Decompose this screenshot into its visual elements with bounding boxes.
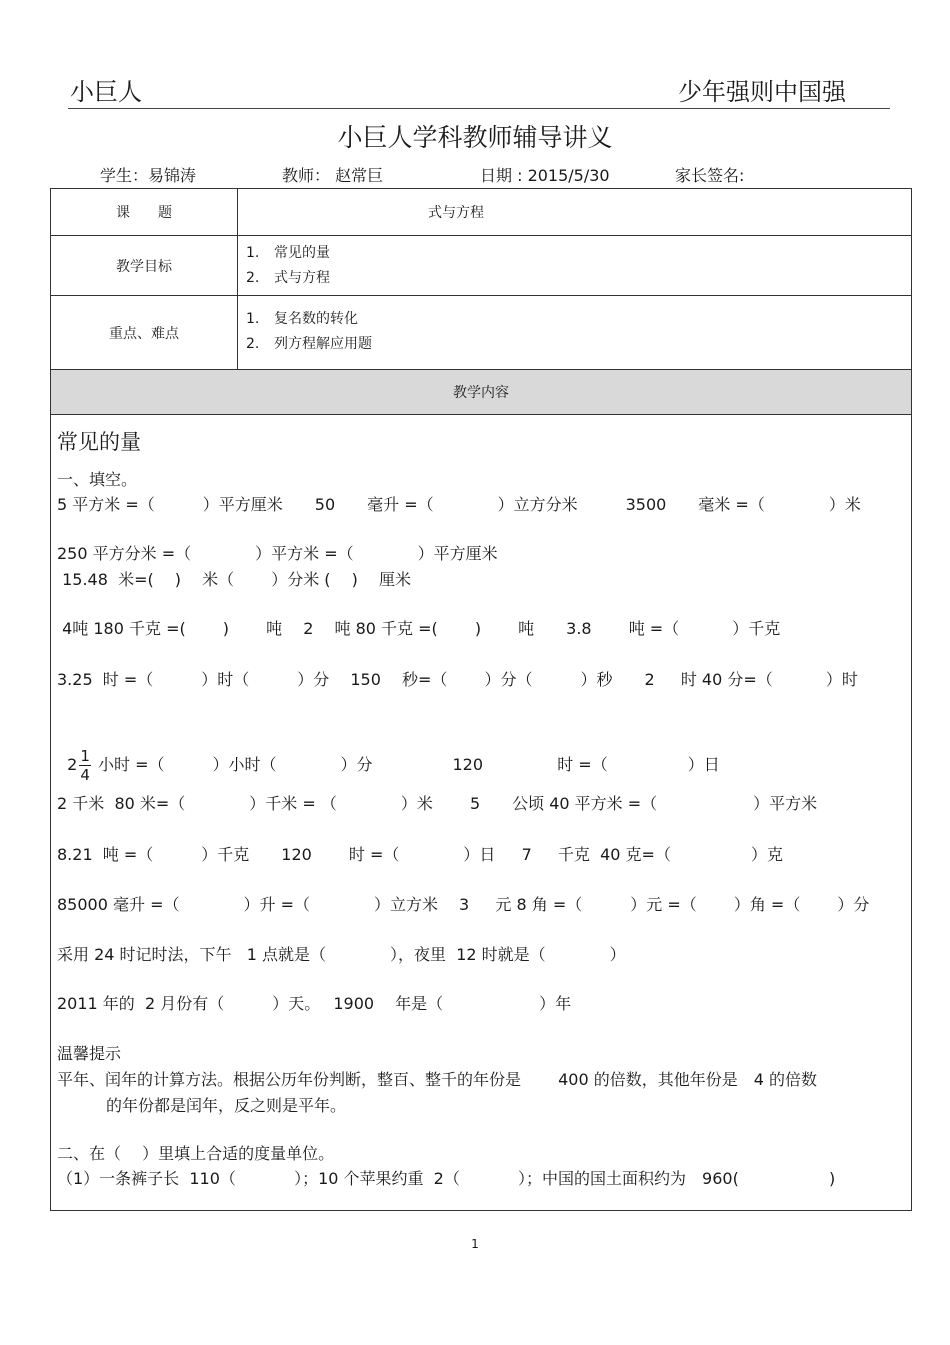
question-line: 2011 年的 2 月份有（ ）天。 1900 年是（ ）年 <box>57 994 572 1013</box>
section-title: 常见的量 <box>57 430 141 454</box>
question-line: 采用 24 时记时法，下午 1 点就是（ ），夜里 12 时就是（ ） <box>57 945 626 964</box>
fraction-denominator: 4 <box>80 766 90 784</box>
goal-item: 2. 式与方程 <box>246 270 330 286</box>
content-band: 教学内容 <box>50 369 912 415</box>
question-line: 3.25 时 =（ ）时（ ）分 150 秒=（ ）分（ ）秒 2 时 40 分=（ ）时 <box>57 670 858 689</box>
goal-row <box>50 235 912 296</box>
fraction-line-text: 小时 =（ ）小时（ ）分 120 时 =（ ）日 <box>98 755 720 774</box>
fraction-numerator: 1 <box>80 747 90 765</box>
keypoint-label: 重点、难点 <box>51 296 238 369</box>
goal-list <box>238 236 911 295</box>
tip-line: 的年份都是闰年，反之则是平年。 <box>106 1096 347 1115</box>
part2-title: 二、在（ ）里填上合适的度量单位。 <box>57 1144 335 1163</box>
keypoint-item: 2. 列方程解应用题 <box>246 336 372 352</box>
question-line: 4吨 180 千克 =( ) 吨 2 吨 80 千克 =( ) 吨 3.8 吨 =（ ）千克 <box>57 619 781 638</box>
header-divider <box>68 108 890 109</box>
question-line: 250 平方分米 =（ ）平方米 =（ ）平方厘米 <box>57 544 498 563</box>
question-line: 85000 毫升 =（ ）升 =（ ）立方米 3 元 8 角 =（ ）元 =（ ）角 =（ ）分 <box>57 895 870 914</box>
teacher-field: 教师： 赵常巨 <box>282 166 384 185</box>
student-field: 学生：易锦涛 <box>100 166 197 185</box>
part1-title: 一、填空。 <box>57 470 138 489</box>
question-line: 2 千米 80 米=（ ）千米 = （ ）米 5 公顷 40 平方米 =（ ）平方米 <box>57 794 818 813</box>
question-line-fraction <box>57 728 720 784</box>
question-line: （1）一条裤子长 110（ ）；10 个苹果约重 2（ ）；中国的国土面积约为 960( ) <box>57 1169 836 1188</box>
tip-line: 平年、闰年的计算方法。根据公历年份判断，整百、整千的年份是 400 的倍数，其他年份是 4 的倍数 <box>57 1070 817 1089</box>
page-number: 1 <box>471 1237 479 1251</box>
question-line: 8.21 吨 =（ ）千克 120 时 =（ ）日 7 千克 40 克=（ ）克 <box>57 845 783 864</box>
fraction <box>79 747 91 784</box>
topic-row <box>50 188 912 236</box>
mixed-number-whole: 2 <box>67 755 78 774</box>
keypoint-item: 1. 复名数的转化 <box>246 311 358 327</box>
topic-value-cell <box>238 189 911 235</box>
question-line: 5 平方米 =（ ）平方厘米 50 毫升 =（ ）立方分米 3500 毫米 =（ ）米 <box>57 495 861 514</box>
goal-item: 1. 常见的量 <box>246 245 330 261</box>
parent-signature-field: 家长签名: <box>675 166 745 185</box>
header-right-slogan: 少年强则中国强 <box>678 78 846 106</box>
page-title: 小巨人学科教师辅导讲义 <box>337 123 613 152</box>
topic-label: 课 题 <box>51 189 238 235</box>
topic-value: 式与方程 <box>428 205 484 221</box>
keypoint-list <box>238 296 911 369</box>
goal-label: 教学目标 <box>51 236 238 295</box>
question-line: 15.48 米=( ) 米（ ）分米 ( ) 厘米 <box>57 570 411 589</box>
date-field: 日期 : 2015/5/30 <box>480 166 610 185</box>
keypoint-row <box>50 295 912 370</box>
tip-title: 温馨提示 <box>57 1044 122 1063</box>
header-left-brand: 小巨人 <box>70 78 142 106</box>
